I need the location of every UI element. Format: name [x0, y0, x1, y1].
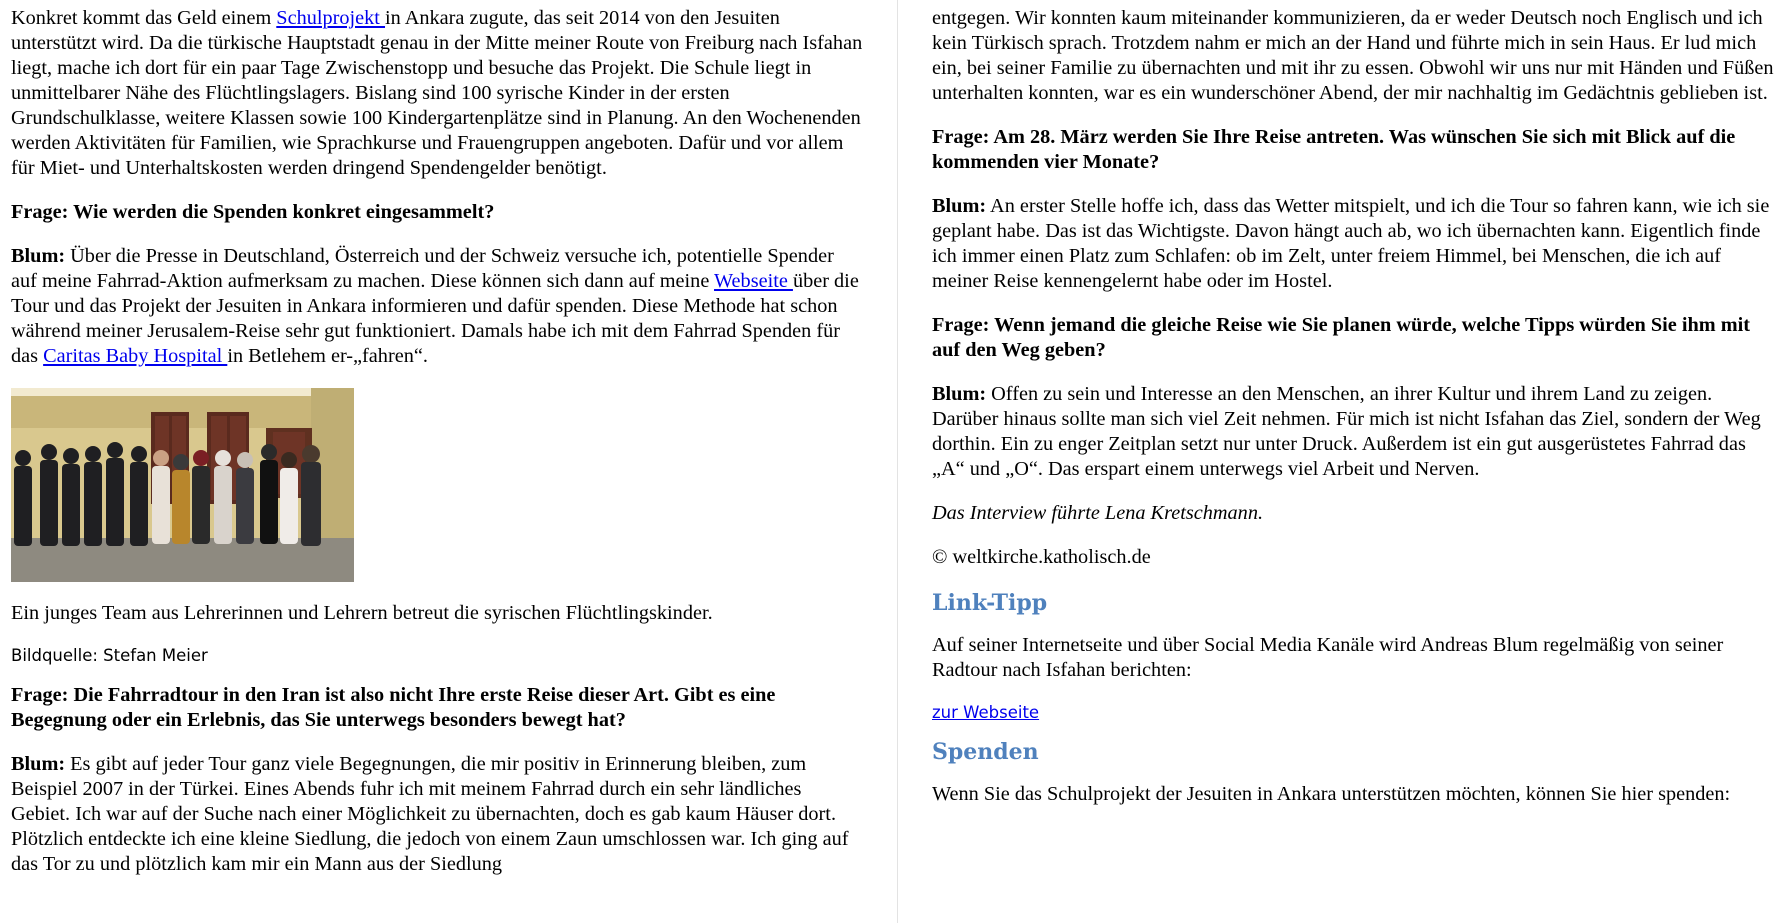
- question-3: Frage: Am 28. März werden Sie Ihre Reise antreten. Was wünschen Sie sich mit Blick auf die kommenden vier Monate?: [932, 126, 1736, 173]
- text-run: Es gibt auf jeder Tour ganz viele Begegnungen, die mir positiv in Erinnerung bleiben, zum Beispiel 2007 in der Türkei. Eines Abends fuhr ich mit meinem Fahrrad durch ein sehr ländliches Gebiet. Ich war auf der Suche nach einer Möglichkeit zu übernachten, doch es gab kaum Häuser dort. Plötzlich entdeckte ich eine kleine Siedlung, die jedoch von einem Zaun umschlossen war. Ich ging auf das Tor zu und plötzlich kam mir ein Mann aus der Siedlung: [11, 753, 849, 875]
- text-run: über die Tour und das Projekt der Jesuiten in Ankara informieren und dafür spenden. Diese Methode hat schon während meiner Jerusalem-Reise sehr gut funktioniert. Damals habe ich mit dem Fahrrad Spenden für das: [11, 270, 859, 367]
- speaker-label: Blum:: [932, 195, 987, 217]
- speaker-label: Blum:: [11, 753, 66, 775]
- left-column: [11, 6, 863, 896]
- column-divider: [897, 0, 898, 923]
- webseite-link[interactable]: Webseite: [714, 270, 793, 292]
- question-2: Frage: Die Fahrradtour in den Iran ist also nicht Ihre erste Reise dieser Art. Gibt es eine Begegnung oder ein Erlebnis, das Sie unterwegs besonders bewegt hat?: [11, 684, 776, 731]
- question-1: Frage: Wie werden die Spenden konkret eingesammelt?: [11, 201, 495, 223]
- caritas-baby-hospital-link[interactable]: Caritas Baby Hospital: [43, 345, 228, 367]
- photo-source: Bildquelle: Stefan Meier: [11, 646, 208, 665]
- interview-credit: Das Interview führte Lena Kretschmann.: [932, 502, 1264, 524]
- photo-caption: Ein junges Team aus Lehrerinnen und Lehrern betreut die syrischen Flüchtlingskinder.: [11, 602, 713, 624]
- speaker-label: Blum:: [11, 245, 66, 267]
- answer-3: [932, 194, 1781, 294]
- speaker-label: Blum:: [932, 383, 987, 405]
- spenden-text: Wenn Sie das Schulprojekt der Jesuiten in Ankara unterstützen möchten, können Sie hier spenden:: [932, 783, 1731, 805]
- schulprojekt-link[interactable]: Schulprojekt: [276, 7, 386, 29]
- group-photo: [11, 388, 354, 582]
- question-4: Frage: Wenn jemand die gleiche Reise wie Sie planen würde, welche Tipps würden Sie ihm mit auf den Weg geben?: [932, 314, 1751, 361]
- zur-webseite-paragraph: [932, 702, 1781, 724]
- spenden-heading: Spenden: [932, 739, 1039, 765]
- answer-1: [11, 244, 863, 369]
- text-run: Offen zu sein und Interesse an den Menschen, an ihrer Kultur und ihrem Land zu zeigen. Darüber hinaus sollte man sich viel Zeit nehmen. Für mich ist nicht Isfahan das Ziel, sondern der Weg dorthin. Ein zu enger Zeitplan setzt nur unter Druck. Außerdem ist ein gut ausgerüstetes Fahrrad das „A“ und „O“. Das erspart einem unterwegs viel Arbeit und Nerven.: [932, 383, 1761, 480]
- text-run: in Ankara zugute, das seit 2014 von den Jesuiten unterstützt wird. Da die türkische Hauptstadt genau in der Mitte meiner Route von Freiburg nach Isfahan liegt, mache ich dort für ein paar Tage Zwischenstopp und besuche das Projekt. Die Schule liegt in unmittelbarer Nähe des Flüchtlingslagers. Bislang sind 100 syrische Kinder in der ersten Grundschulklasse, weitere Klassen sowie 100 Kindergartenplätze sind in Planung. An den Wochenenden werden Aktivitäten für Familien, wie Sprachkurse und Frauengruppen angeboten. Dafür und vor allem für Miet- und Unterhaltskosten werden dringend Spendengelder benötigt.: [11, 7, 863, 179]
- intro-paragraph: [11, 6, 863, 181]
- text-run: An erster Stelle hoffe ich, dass das Wetter mitspielt, und ich die Tour so fahren kann, wie ich sie geplant habe. Das ist das Wichtigste. Davon hängt auch ab, wo ich übernachten kann. Eigentlich finde ich immer einen Platz zum Schlafen: ob im Zelt, unter freiem Himmel, bei Menschen, die ich auf meiner Reise kennengelernt habe oder im Hostel.: [932, 195, 1770, 292]
- answer-2: [11, 752, 863, 877]
- text-run: Konkret kommt das Geld einem: [11, 7, 277, 29]
- text-run: in Betlehem er-„fahren“.: [227, 345, 428, 367]
- link-tipp-heading: Link-Tipp: [932, 590, 1048, 616]
- link-tipp-text: Auf seiner Internetseite und über Social Media Kanäle wird Andreas Blum regelmäßig von seiner Radtour nach Isfahan berichten:: [932, 634, 1724, 681]
- answer-4: [932, 382, 1781, 482]
- zur-webseite-link[interactable]: zur Webseite: [932, 703, 1040, 722]
- continued-paragraph: entgegen. Wir konnten kaum miteinander kommunizieren, da er weder Deutsch noch Englisch und ich kein Türkisch sprach. Trotzdem nahm er mich an der Hand und führte mich in sein Haus. Er lud mich ein, bei seiner Familie zu übernachten und mit ihr zu essen. Obwohl wir uns nur mit Händen und Füßen unterhalten konnten, war es ein wunderschöner Abend, der mir nachhaltig im Gedächtnis geblieben ist.: [932, 7, 1774, 104]
- right-column: [932, 6, 1781, 826]
- copyright-line: © weltkirche.katholisch.de: [932, 546, 1151, 568]
- text-run: Über die Presse in Deutschland, Österreich und der Schweiz versuche ich, potentielle Spender auf meine Fahrrad-Aktion aufmerksam zu machen. Diese können sich dann auf meine: [11, 245, 834, 292]
